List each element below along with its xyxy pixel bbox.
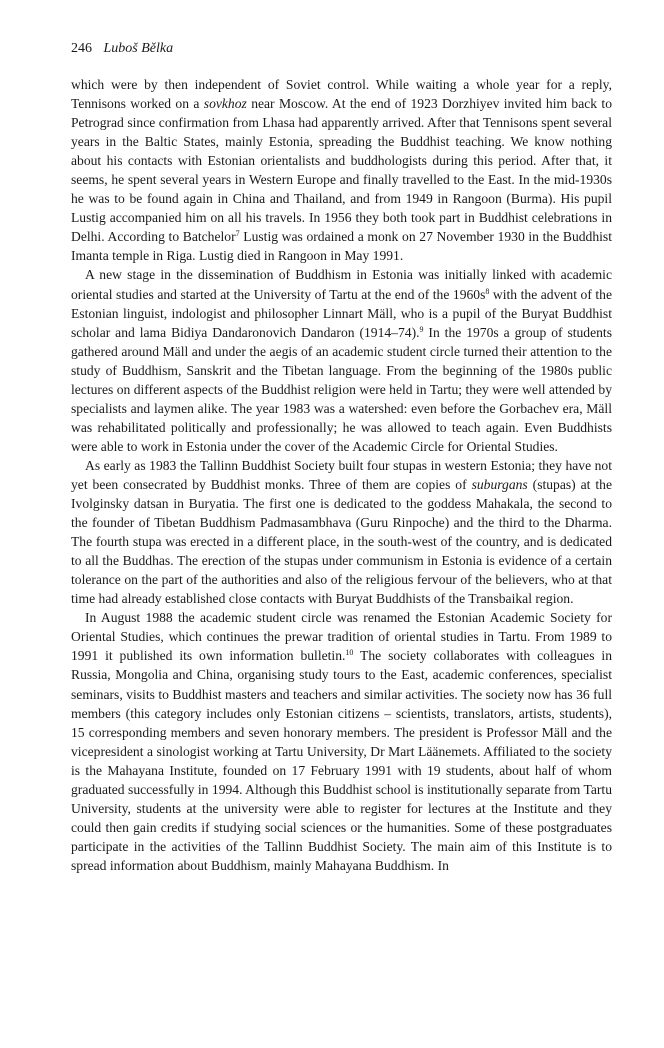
page-number: 246 <box>71 41 92 56</box>
running-header <box>71 40 612 58</box>
paragraph-1 <box>71 75 612 265</box>
text-run: near Moscow. At the end of 1923 Dorzhiyev invited him back to Petrograd since confirmation from Lhasa had apparently arrived. After that Tennisons spent several years in the Baltic States, mainly Estonia, spreading the Buddhist teaching. We know nothing about his contacts with Estonian orientalists and buddhologists during this period. After that, it seems, he spent several years in Western Europe and finally travelled to the East. In the mid-1930s he was to be found again in China and Thailand, and from 1949 in Rangoon (Burma). His pupil Lustig accompanied him on all his travels. In 1956 they both took part in Buddhist celebrations in Delhi. According to Batchelor <box>71 96 613 245</box>
text-run: As early as 1983 the Tallinn Buddhist Society built four stupas in western Estonia; they have not yet been consecrated by Buddhist monks. Three of them are copies of <box>71 457 612 492</box>
body-text <box>71 75 612 875</box>
footnote-ref: 8 <box>485 286 490 296</box>
text-run: A new stage in the dissemination of Buddhism in Estonia was initially linked with academic oriental studies and started at the University of Tartu at the end of the 1960s <box>71 267 612 302</box>
italic-term: suburgans <box>471 476 528 492</box>
italic-term: sovkhoz <box>203 96 247 112</box>
paragraph-4 <box>71 608 612 875</box>
text-run: which were by then independent of Soviet control. While waiting a whole year for a reply, Tennisons worked on a <box>71 77 612 112</box>
text-run: with the advent of the Estonian linguist, indologist and philosopher Linnart Mäll, who is a pupil of the Buryat Buddhist scholar and lama Bidiya Dandaronovich Dandaron (1914–74). <box>71 286 613 340</box>
paragraph-3 <box>71 456 612 608</box>
footnote-ref: 10 <box>345 648 354 658</box>
footnote-ref: 9 <box>419 324 424 334</box>
text-run: The society collaborates with colleagues in Russia, Mongolia and China, organising study tours to the East, academic conferences, specialist seminars, visits to Buddhist masters and teachers and similar activities. The society now has 36 full members (this category includes only Estonian citizens – scientists, translators, artists, students), 15 corresponding members and seven honorary members. The president is Professor Mäll and the vicepresident a sinologist working at Tartu University, Dr Mart Läänemets. Affiliated to the society is the Mahayana Institute, founded on 17 February 1991 with 19 students, about half of whom graduated successfully in 1994. Although this Buddhist school is institutionally separate from Tartu University, students at the university were able to register for lectures at the Institute and they could then gain credits if studying social sciences or the humanities. Some of these postgraduates participate in the activities of the Tallinn Buddhist Society. The main aim of this Institute is to spread information about Buddhism, mainly Mahayana Buddhism. In <box>71 648 612 873</box>
book-page <box>71 40 612 875</box>
text-run: Lustig was ordained a monk on 27 November 1930 in the Buddhist Imanta temple in Riga. Lustig died in Rangoon in May 1991. <box>71 229 612 264</box>
text-run: In the 1970s a group of students gathered around Mäll and under the aegis of an academic student circle turned their attention to the study of Buddhism, Sanskrit and the Tibetan language. From the beginning of the 1980s public lectures on different aspects of the Buddhist religion were held in Tartu; they were well attended by specialists and laymen alike. The year 1983 was a watershed: even before the Gorbachev era, Mäll was rehabilitated politically and professionally; he was allowed to teach again. Even Buddhists were able to work in Estonia under the cover of the Academic Circle for Oriental Studies. <box>71 324 613 454</box>
paragraph-2 <box>71 265 612 455</box>
text-run: In August 1988 the academic student circle was renamed the Estonian Academic Society for Oriental Studies, which continues the prewar tradition of oriental studies in Tartu. From 1989 to 1991 it published its own information bulletin. <box>71 610 612 664</box>
text-run: (stupas) at the Ivolginsky datsan in Buryatia. The first one is dedicated to the goddess Mahakala, the second to the founder of Tibetan Buddhism Padmasambhava (Guru Rinpoche) and the third to the Dharma. The fourth stupa was erected in a different place, in the south-west of the country, and is dedicated to all the Buddhas. The erection of the stupas under communism in Estonia is evidence of a certain tolerance on the part of the authorities and also of the religious fervour of the believers, who at that time had already established close contacts with Buryat Buddhists of the Transbaikal region. <box>71 476 612 607</box>
running-head-author: Luboš Bělka <box>103 41 174 56</box>
footnote-ref: 7 <box>235 229 240 239</box>
